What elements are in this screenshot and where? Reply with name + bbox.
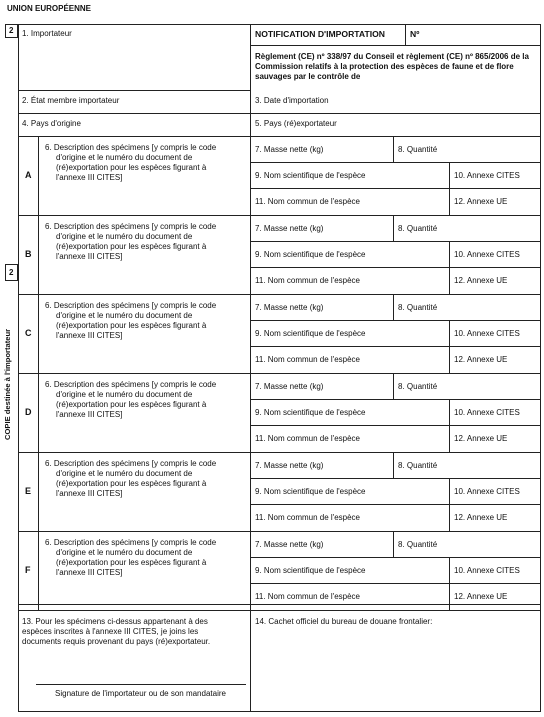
- net-mass-label: 7. Masse nette (kg): [255, 461, 324, 470]
- section-letter: F: [25, 565, 31, 575]
- cites-annex-label: 10. Annexe CITES: [454, 250, 520, 259]
- specimen-description-label: 6. Description des spécimens [y compris le code d'origine et le numéro du document de (ré)exportation pour les espèces figurant à l'annexe III CITES]: [45, 222, 217, 261]
- section-row-line: [250, 320, 541, 321]
- specimen-description-label: 6. Description des spécimens [y compris le code d'origine et le numéro du document de (ré)exportation pour les espèces figurant à l'annexe III CITES]: [45, 143, 217, 182]
- section-cell-divider: [449, 241, 450, 294]
- net-mass-label: 7. Masse nette (kg): [255, 224, 324, 233]
- regulation-text: Règlement (CE) nº 338/97 du Conseil et règlement (CE) nº 865/2006 de la Commission relatifs à la protection des espèces de faune et de flore sauvages par le contrôle de: [255, 52, 529, 81]
- section-cell-divider: [449, 320, 450, 373]
- bottom-section-divider: [18, 604, 541, 605]
- section-letter-divider: [38, 452, 39, 531]
- common-name-label: 11. Nom commun de l'espèce: [255, 355, 360, 364]
- section-cell-divider: [449, 478, 450, 531]
- scientific-name-label: 9. Nom scientifique de l'espèce: [255, 329, 366, 338]
- common-name-label: 11. Nom commun de l'espèce: [255, 592, 360, 601]
- section-divider: [18, 294, 541, 295]
- section-row-line: [250, 241, 541, 242]
- cites-annex-label: 10. Annexe CITES: [454, 171, 520, 180]
- quantity-label: 8. Quantité: [398, 382, 438, 391]
- scientific-name-label: 9. Nom scientifique de l'espèce: [255, 171, 366, 180]
- margin-number-box: [5, 24, 18, 38]
- scientific-name-label: 9. Nom scientifique de l'espèce: [255, 250, 366, 259]
- section-cell-divider: [449, 162, 450, 215]
- section-letter: B: [25, 249, 32, 259]
- cites-annex-label: 10. Annexe CITES: [454, 408, 520, 417]
- section-column-divider: [250, 215, 251, 294]
- section-row-line: [250, 346, 541, 347]
- section-column-divider: [250, 452, 251, 531]
- net-mass-label: 7. Masse nette (kg): [255, 145, 324, 154]
- section-cell-divider: [449, 399, 450, 452]
- field-annex-iii-docs: 13. Pour les spécimens ci-dessus appartenant à des espèces inscrites à l'annexe III CITES, je joins les documents requis provenant du pays (ré)exportateur.: [22, 617, 211, 646]
- section-letter-divider: [38, 531, 39, 610]
- signature-line: [36, 684, 246, 685]
- section-cell-divider: [393, 452, 394, 478]
- section-cell-divider: [393, 373, 394, 399]
- cites-annex-label: 10. Annexe CITES: [454, 329, 520, 338]
- section-row-line: [250, 504, 541, 505]
- eu-annex-label: 12. Annexe UE: [454, 434, 508, 443]
- section-row-line: [250, 478, 541, 479]
- section-row-line: [250, 267, 541, 268]
- margin-number-top: 2: [9, 26, 14, 35]
- section-row-line: [250, 188, 541, 189]
- union-header: UNION EUROPÉENNE: [7, 4, 92, 13]
- net-mass-label: 7. Masse nette (kg): [255, 382, 324, 391]
- margin-number-box: [5, 264, 18, 281]
- section-letter: E: [25, 486, 32, 496]
- section-letter-divider: [38, 215, 39, 294]
- eu-annex-label: 12. Annexe UE: [454, 355, 508, 364]
- section-divider: [18, 373, 541, 374]
- field-importer: 1. Importateur: [22, 29, 72, 38]
- section-cell-divider: [449, 557, 450, 610]
- common-name-label: 11. Nom commun de l'espèce: [255, 276, 360, 285]
- field-member-state: 2. État membre importateur: [22, 96, 120, 105]
- specimen-description-label: 6. Description des spécimens [y compris le code d'origine et le numéro du document de (ré)exportation pour les espèces figurant à l'annexe III CITES]: [45, 538, 217, 577]
- specimen-description-label: 6. Description des spécimens [y compris le code d'origine et le numéro du document de (ré)exportation pour les espèces figurant à l'annexe III CITES]: [45, 459, 217, 498]
- section-divider: [18, 452, 541, 453]
- section-letter: A: [25, 170, 32, 180]
- field-reexport-country: 5. Pays (ré)exportateur: [255, 119, 337, 128]
- common-name-label: 11. Nom commun de l'espèce: [255, 434, 360, 443]
- section-column-divider: [250, 294, 251, 373]
- section-divider: [18, 531, 541, 532]
- notification-title: NOTIFICATION D'IMPORTATION: [255, 29, 385, 39]
- quantity-label: 8. Quantité: [398, 224, 438, 233]
- section-cell-divider: [393, 294, 394, 320]
- common-name-label: 11. Nom commun de l'espèce: [255, 197, 360, 206]
- section-cell-divider: [393, 136, 394, 162]
- eu-annex-label: 12. Annexe UE: [454, 513, 508, 522]
- section-letter-divider: [38, 136, 39, 215]
- net-mass-label: 7. Masse nette (kg): [255, 303, 324, 312]
- section-column-divider: [250, 136, 251, 215]
- section-row-line: [250, 399, 541, 400]
- scientific-name-label: 9. Nom scientifique de l'espèce: [255, 408, 366, 417]
- net-mass-label: 7. Masse nette (kg): [255, 540, 324, 549]
- section-row-line: [250, 162, 541, 163]
- quantity-label: 8. Quantité: [398, 461, 438, 470]
- eu-annex-label: 12. Annexe UE: [454, 276, 508, 285]
- field-customs-stamp: 14. Cachet officiel du bureau de douane frontalier:: [255, 617, 433, 626]
- section-letter: D: [25, 407, 32, 417]
- margin-number-mid: 2: [9, 268, 14, 277]
- specimen-description-label: 6. Description des spécimens [y compris le code d'origine et le numéro du document de (ré)exportation pour les espèces figurant à l'annexe III CITES]: [45, 380, 217, 419]
- common-name-label: 11. Nom commun de l'espèce: [255, 513, 360, 522]
- field-import-date: 3. Date d'importation: [255, 96, 329, 105]
- field-origin-country: 4. Pays d'origine: [22, 119, 81, 128]
- cites-annex-label: 10. Annexe CITES: [454, 566, 520, 575]
- section-cell-divider: [393, 215, 394, 241]
- quantity-label: 8. Quantité: [398, 303, 438, 312]
- signature-label: Signature de l'importateur ou de son mandataire: [55, 689, 226, 698]
- section-letter-divider: [38, 373, 39, 452]
- notification-number: Nº: [410, 29, 420, 39]
- section-divider: [18, 215, 541, 216]
- section-letter: C: [25, 328, 32, 338]
- scientific-name-label: 9. Nom scientifique de l'espèce: [255, 487, 366, 496]
- section-column-divider: [250, 373, 251, 452]
- quantity-label: 8. Quantité: [398, 145, 438, 154]
- section-divider: [18, 610, 541, 611]
- section-column-divider: [250, 531, 251, 610]
- specimen-description-label: 6. Description des spécimens [y compris le code d'origine et le numéro du document de (ré)exportation pour les espèces figurant à l'annexe III CITES]: [45, 301, 217, 340]
- quantity-label: 8. Quantité: [398, 540, 438, 549]
- section-row-line: [250, 583, 541, 584]
- section-letter-divider: [38, 294, 39, 373]
- section-cell-divider: [393, 531, 394, 557]
- eu-annex-label: 12. Annexe UE: [454, 592, 508, 601]
- cites-annex-label: 10. Annexe CITES: [454, 487, 520, 496]
- eu-annex-label: 12. Annexe UE: [454, 197, 508, 206]
- scientific-name-label: 9. Nom scientifique de l'espèce: [255, 566, 366, 575]
- section-row-line: [250, 425, 541, 426]
- section-row-line: [250, 557, 541, 558]
